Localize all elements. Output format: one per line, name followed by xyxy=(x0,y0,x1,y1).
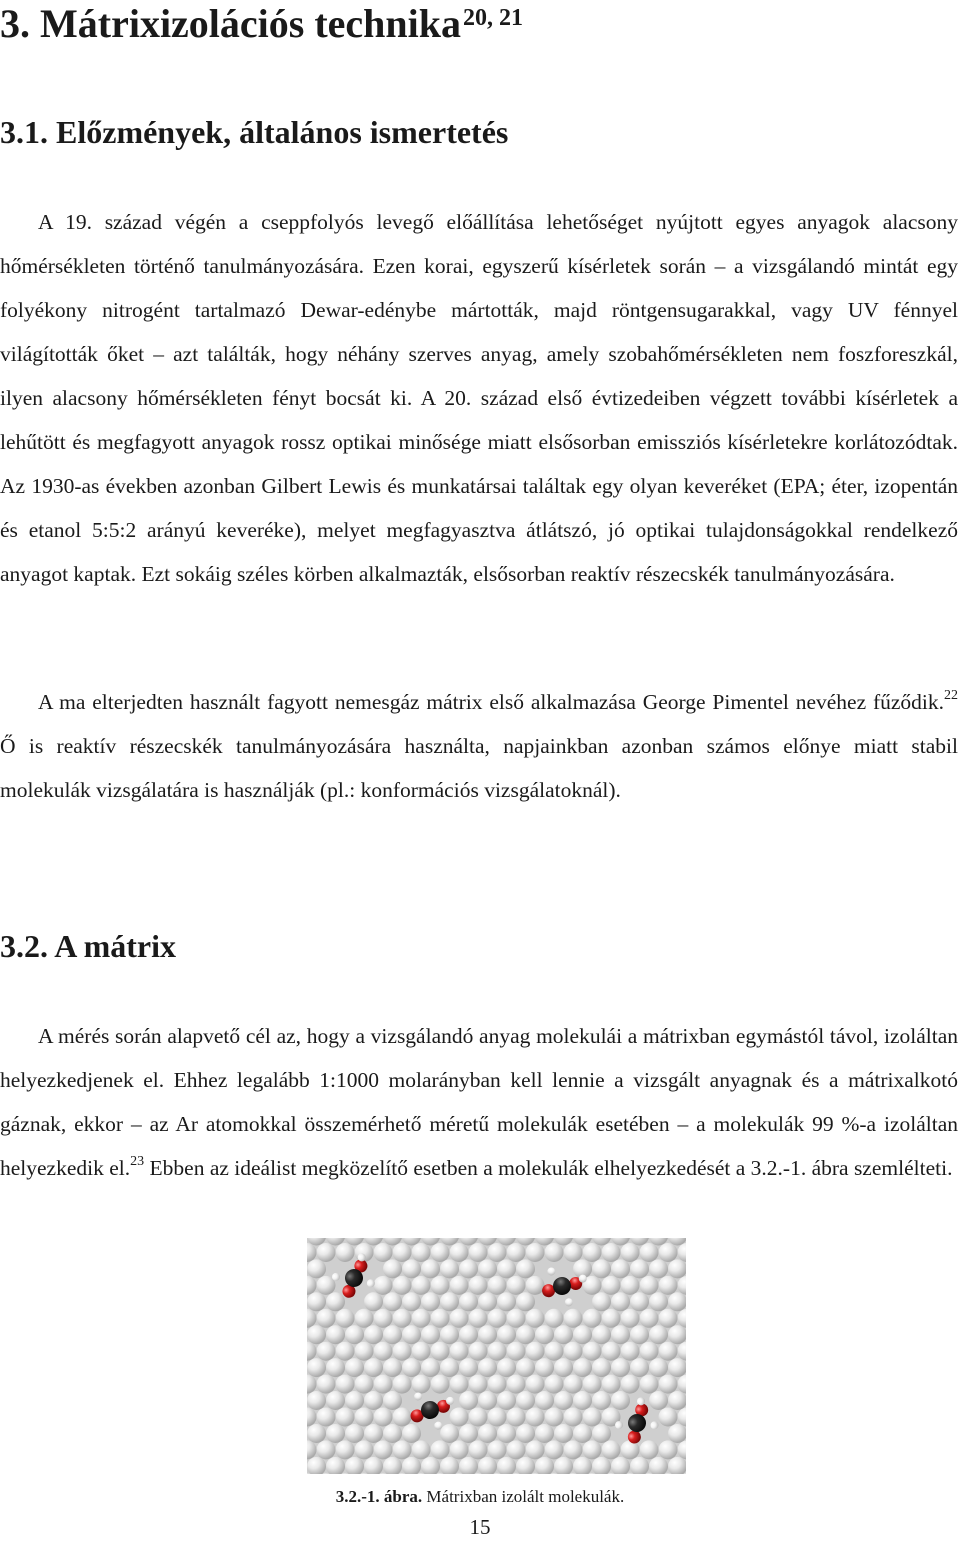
matrix-atom xyxy=(326,1325,345,1344)
matrix-atom xyxy=(488,1440,507,1459)
matrix-atom xyxy=(374,1375,393,1394)
matrix-atom xyxy=(659,1375,678,1394)
matrix-atom xyxy=(345,1391,364,1410)
matrix-atom xyxy=(602,1375,621,1394)
matrix-atom xyxy=(640,1243,659,1262)
matrix-atom xyxy=(450,1342,469,1361)
matrix-atom xyxy=(440,1358,459,1377)
matrix-atom xyxy=(516,1325,535,1344)
matrix-atom xyxy=(516,1424,535,1443)
matrix-atom xyxy=(564,1375,583,1394)
matrix-atom xyxy=(583,1440,602,1459)
matrix-atom xyxy=(459,1325,478,1344)
matrix-atom xyxy=(478,1292,497,1311)
matrix-atom xyxy=(393,1408,412,1427)
matrix-atom xyxy=(545,1408,564,1427)
matrix-atom xyxy=(440,1259,459,1278)
matrix-atom xyxy=(374,1408,393,1427)
matrix-atom xyxy=(374,1243,393,1262)
matrix-atom xyxy=(507,1276,526,1295)
matrix-atom xyxy=(621,1342,640,1361)
matrix-atom xyxy=(450,1440,469,1459)
matrix-atom xyxy=(336,1309,355,1328)
matrix-atom xyxy=(516,1358,535,1377)
matrix-atom xyxy=(402,1259,421,1278)
matrix-atom xyxy=(459,1424,478,1443)
paragraph-matrix xyxy=(0,1014,958,1190)
matrix-atom xyxy=(535,1391,554,1410)
matrix-atom xyxy=(554,1358,573,1377)
matrix-atom xyxy=(507,1408,526,1427)
matrix-atom xyxy=(516,1259,535,1278)
matrix-atom xyxy=(611,1292,630,1311)
matrix-atom xyxy=(497,1391,516,1410)
matrix-atom xyxy=(640,1375,659,1394)
matrix-atom xyxy=(459,1358,478,1377)
matrix-atom xyxy=(535,1358,554,1377)
matrix-atom xyxy=(592,1358,611,1377)
paragraph-matrix-text-a: A mérés során alapvető cél az, hogy a vizsgálandó anyag molekulái a mátrixban egymástól távol, izoláltan helyezkedjenek el. Ehhez legalább 1:1000 molarányban kell lennie a vizsgált anyagnak és a mátrixalkotó gáznak, ekkor – az Ar atomokkal összemérhető méretű molekulák esetében – a molekulák 99 %-a izoláltan helyezkedik el. xyxy=(0,1024,958,1180)
matrix-atom xyxy=(317,1342,336,1361)
matrix-atom xyxy=(393,1243,412,1262)
matrix-atom xyxy=(450,1276,469,1295)
matrix-atom xyxy=(336,1408,355,1427)
chapter-title xyxy=(0,0,523,48)
matrix-atom xyxy=(317,1408,336,1427)
matrix-atom xyxy=(402,1424,421,1443)
matrix-atom xyxy=(659,1440,678,1459)
matrix-atom xyxy=(497,1325,516,1344)
matrix-atom xyxy=(450,1375,469,1394)
matrix-molecules-illustration xyxy=(307,1238,686,1474)
matrix-atom xyxy=(402,1292,421,1311)
matrix-atom xyxy=(488,1342,507,1361)
matrix-atom xyxy=(621,1375,640,1394)
matrix-atom xyxy=(659,1243,678,1262)
matrix-atom xyxy=(659,1309,678,1328)
matrix-atom xyxy=(640,1276,659,1295)
paragraph-pimentel xyxy=(0,680,958,812)
matrix-atom xyxy=(497,1424,516,1443)
matrix-atom xyxy=(307,1325,326,1344)
matrix-atom xyxy=(630,1325,649,1344)
matrix-atom xyxy=(326,1292,345,1311)
matrix-atom xyxy=(364,1325,383,1344)
matrix-atom xyxy=(431,1375,450,1394)
matrix-atom xyxy=(554,1391,573,1410)
matrix-atom xyxy=(602,1342,621,1361)
matrix-atom xyxy=(583,1309,602,1328)
matrix-atom xyxy=(526,1375,545,1394)
matrix-atom xyxy=(383,1391,402,1410)
matrix-atom xyxy=(469,1243,488,1262)
matrix-atom xyxy=(469,1276,488,1295)
matrix-atom xyxy=(630,1259,649,1278)
matrix-atom xyxy=(535,1424,554,1443)
matrix-atom xyxy=(383,1325,402,1344)
matrix-atom xyxy=(554,1325,573,1344)
matrix-atom xyxy=(383,1358,402,1377)
matrix-atom xyxy=(336,1243,355,1262)
figure-caption-text: Mátrixban izolált molekulák. xyxy=(422,1487,625,1506)
matrix-atom xyxy=(307,1424,326,1443)
matrix-atom xyxy=(459,1391,478,1410)
matrix-atom xyxy=(592,1424,611,1443)
matrix-atom xyxy=(602,1309,621,1328)
matrix-atom xyxy=(507,1342,526,1361)
matrix-atom xyxy=(374,1342,393,1361)
matrix-atom xyxy=(364,1358,383,1377)
matrix-atom xyxy=(355,1440,374,1459)
matrix-atom xyxy=(488,1243,507,1262)
matrix-atom xyxy=(545,1243,564,1262)
matrix-atom xyxy=(459,1292,478,1311)
matrix-atom xyxy=(592,1259,611,1278)
matrix-atom xyxy=(573,1391,592,1410)
matrix-atom xyxy=(336,1375,355,1394)
section-title-1: 3.1. Előzmények, általános ismertetés xyxy=(0,114,509,150)
matrix-atom xyxy=(478,1391,497,1410)
matrix-atom xyxy=(592,1292,611,1311)
matrix-atom xyxy=(393,1375,412,1394)
matrix-atom xyxy=(402,1358,421,1377)
matrix-atom xyxy=(488,1276,507,1295)
matrix-atom xyxy=(402,1325,421,1344)
matrix-atom xyxy=(459,1259,478,1278)
matrix-atom xyxy=(345,1358,364,1377)
chapter-refs: 20, 21 xyxy=(463,5,524,31)
matrix-atom xyxy=(630,1292,649,1311)
matrix-atom xyxy=(431,1440,450,1459)
matrix-atom xyxy=(554,1424,573,1443)
matrix-atom xyxy=(440,1292,459,1311)
matrix-atom xyxy=(383,1259,402,1278)
paragraph-matrix-text-b: Ebben az ideálist megközelítő esetben a molekulák elhelyezkedését a 3.2.-1. ábra szemlélteti. xyxy=(144,1156,953,1180)
matrix-atom xyxy=(488,1309,507,1328)
matrix-atom xyxy=(583,1243,602,1262)
matrix-atom xyxy=(535,1325,554,1344)
matrix-atom xyxy=(450,1408,469,1427)
matrix-atom xyxy=(583,1408,602,1427)
matrix-atom xyxy=(412,1375,431,1394)
figure-matrix-isolation xyxy=(307,1238,686,1474)
matrix-atom xyxy=(507,1243,526,1262)
matrix-atom xyxy=(307,1358,326,1377)
matrix-atom xyxy=(307,1259,326,1278)
matrix-atom xyxy=(630,1358,649,1377)
matrix-atom xyxy=(507,1375,526,1394)
matrix-atom xyxy=(516,1292,535,1311)
matrix-atom xyxy=(469,1440,488,1459)
matrix-atom xyxy=(421,1292,440,1311)
page-number: 15 xyxy=(469,1515,491,1539)
matrix-atom xyxy=(307,1391,326,1410)
matrix-atom xyxy=(526,1440,545,1459)
matrix-atom xyxy=(469,1408,488,1427)
matrix-atom xyxy=(659,1276,678,1295)
matrix-atom xyxy=(497,1259,516,1278)
matrix-atom xyxy=(326,1358,345,1377)
matrix-atom xyxy=(412,1243,431,1262)
matrix-atom xyxy=(545,1309,564,1328)
matrix-atom xyxy=(355,1408,374,1427)
matrix-atom xyxy=(326,1391,345,1410)
matrix-atom xyxy=(564,1440,583,1459)
matrix-atom xyxy=(478,1325,497,1344)
matrix-atom xyxy=(421,1325,440,1344)
matrix-atom xyxy=(621,1276,640,1295)
matrix-atom xyxy=(649,1391,668,1410)
matrix-atom xyxy=(421,1358,440,1377)
matrix-atom xyxy=(621,1243,640,1262)
matrix-atom xyxy=(488,1408,507,1427)
matrix-atom xyxy=(602,1243,621,1262)
reference-22: 22 xyxy=(944,688,958,703)
matrix-atom xyxy=(497,1358,516,1377)
matrix-atom xyxy=(649,1292,668,1311)
matrix-atom xyxy=(640,1342,659,1361)
matrix-atom xyxy=(526,1408,545,1427)
matrix-atom xyxy=(393,1309,412,1328)
matrix-atom xyxy=(469,1375,488,1394)
matrix-atom xyxy=(355,1309,374,1328)
matrix-atom xyxy=(507,1309,526,1328)
paragraph-history: A 19. század végén a cseppfolyós levegő előállítása lehetőséget nyújtott egyes anyagok alacsony hőmérsékleten történő tanulmányozására. Ezen korai, egyszerű kísérletek során – a vizsgálandó mintát egy folyékony nitrogént tartalmazó Dewar-edénybe mártották, majd röntgensugarakkal, vagy UV fénnyel világították őket – azt találták, hogy néhány szerves anyag, amely szobahőmérsékleten nem foszforeszkál, ilyen alacsony hőmérsékleten fényt bocsát ki. A 20. század első évtizedeiben végzett további kísérletek a lehűtött és megfagyott anyagok rossz optikai minősége miatt elsősorban emissziós kísérletekre korlátozódtak. Az 1930-as években azonban Gilbert Lewis és munkatársai találtak egy olyan keveréket (EPA; éter, izopentán és etanol 5:5:2 arányú keveréke), melyet megfagyasztva átlátszó, jó optikai tulajdonságokkal rendelkező anyagot kaptak. Ezt sokáig széles körben alkalmazták, elsősorban reaktív részecskék tanulmányozására. xyxy=(0,210,958,586)
matrix-atom xyxy=(431,1276,450,1295)
paragraph-pimentel-text-b: Ő is reaktív részecskék tanulmányozására használta, napjainkban azonban számos előnye miatt stabil molekulák vizsgálatára is használják (pl.: konformációs vizsgálatoknál). xyxy=(0,734,958,802)
matrix-atom xyxy=(526,1243,545,1262)
matrix-atom xyxy=(393,1440,412,1459)
matrix-atom xyxy=(421,1259,440,1278)
figure-caption-label: 3.2.-1. ábra. xyxy=(335,1487,423,1506)
matrix-atom xyxy=(526,1309,545,1328)
matrix-atom xyxy=(326,1424,345,1443)
matrix-atom xyxy=(564,1408,583,1427)
matrix-atom xyxy=(640,1440,659,1459)
matrix-atom xyxy=(564,1342,583,1361)
matrix-atom xyxy=(364,1391,383,1410)
matrix-atom xyxy=(611,1259,630,1278)
matrix-atom xyxy=(583,1342,602,1361)
paragraph-pimentel-text-a: A ma elterjedten használt fagyott nemesgáz mátrix első alkalmazása George Pimentel nevéhez fűződik. xyxy=(38,690,944,714)
matrix-atom xyxy=(393,1276,412,1295)
matrix-atom xyxy=(412,1440,431,1459)
matrix-atom xyxy=(611,1391,630,1410)
matrix-atom xyxy=(317,1309,336,1328)
matrix-atom xyxy=(412,1276,431,1295)
matrix-atom xyxy=(355,1342,374,1361)
matrix-atom xyxy=(602,1440,621,1459)
matrix-atom xyxy=(611,1358,630,1377)
matrix-atom xyxy=(478,1259,497,1278)
matrix-atom xyxy=(317,1440,336,1459)
matrix-atom xyxy=(516,1391,535,1410)
matrix-atom xyxy=(545,1375,564,1394)
matrix-atom xyxy=(659,1342,678,1361)
reference-23: 23 xyxy=(130,1154,145,1169)
matrix-atom xyxy=(488,1375,507,1394)
matrix-atom xyxy=(345,1325,364,1344)
matrix-atom xyxy=(649,1358,668,1377)
matrix-atom xyxy=(412,1342,431,1361)
matrix-atom xyxy=(564,1309,583,1328)
matrix-atom xyxy=(583,1375,602,1394)
matrix-atom xyxy=(374,1440,393,1459)
matrix-atom xyxy=(573,1325,592,1344)
matrix-atom xyxy=(640,1309,659,1328)
matrix-atom xyxy=(649,1259,668,1278)
matrix-atom xyxy=(564,1243,583,1262)
matrix-atom xyxy=(364,1292,383,1311)
matrix-atom xyxy=(469,1309,488,1328)
matrix-atom xyxy=(545,1440,564,1459)
figure-caption xyxy=(0,1485,960,1509)
matrix-atom xyxy=(440,1325,459,1344)
matrix-atom xyxy=(317,1375,336,1394)
matrix-atom xyxy=(393,1342,412,1361)
matrix-atom xyxy=(450,1243,469,1262)
matrix-atom xyxy=(469,1342,488,1361)
matrix-atom xyxy=(345,1424,364,1443)
matrix-atom xyxy=(431,1243,450,1262)
matrix-atom xyxy=(440,1424,459,1443)
matrix-atom xyxy=(621,1440,640,1459)
matrix-atom xyxy=(355,1375,374,1394)
section-title-2: 3.2. A mátrix xyxy=(0,928,176,964)
matrix-atom xyxy=(621,1309,640,1328)
matrix-atom xyxy=(374,1309,393,1328)
matrix-atom xyxy=(336,1440,355,1459)
matrix-atom xyxy=(431,1309,450,1328)
matrix-atom xyxy=(317,1243,336,1262)
matrix-atom xyxy=(364,1424,383,1443)
matrix-atom xyxy=(383,1292,402,1311)
matrix-atom xyxy=(649,1325,668,1344)
matrix-atom xyxy=(526,1276,545,1295)
matrix-atom xyxy=(592,1391,611,1410)
matrix-atom xyxy=(374,1276,393,1295)
matrix-atom xyxy=(497,1292,516,1311)
matrix-atom xyxy=(611,1325,630,1344)
matrix-atom xyxy=(592,1325,611,1344)
matrix-atom xyxy=(573,1358,592,1377)
matrix-atom xyxy=(526,1342,545,1361)
matrix-atom xyxy=(307,1292,326,1311)
matrix-atom xyxy=(659,1408,678,1427)
matrix-atom xyxy=(412,1309,431,1328)
matrix-atom xyxy=(478,1424,497,1443)
matrix-atom xyxy=(478,1358,497,1377)
matrix-atom xyxy=(545,1342,564,1361)
matrix-atom xyxy=(431,1342,450,1361)
matrix-atom xyxy=(336,1342,355,1361)
matrix-atom xyxy=(602,1276,621,1295)
chapter-title-text: 3. Mátrixizolációs technika xyxy=(0,1,462,46)
matrix-atom xyxy=(383,1424,402,1443)
matrix-atom xyxy=(507,1440,526,1459)
matrix-atom xyxy=(450,1309,469,1328)
matrix-atom xyxy=(573,1424,592,1443)
